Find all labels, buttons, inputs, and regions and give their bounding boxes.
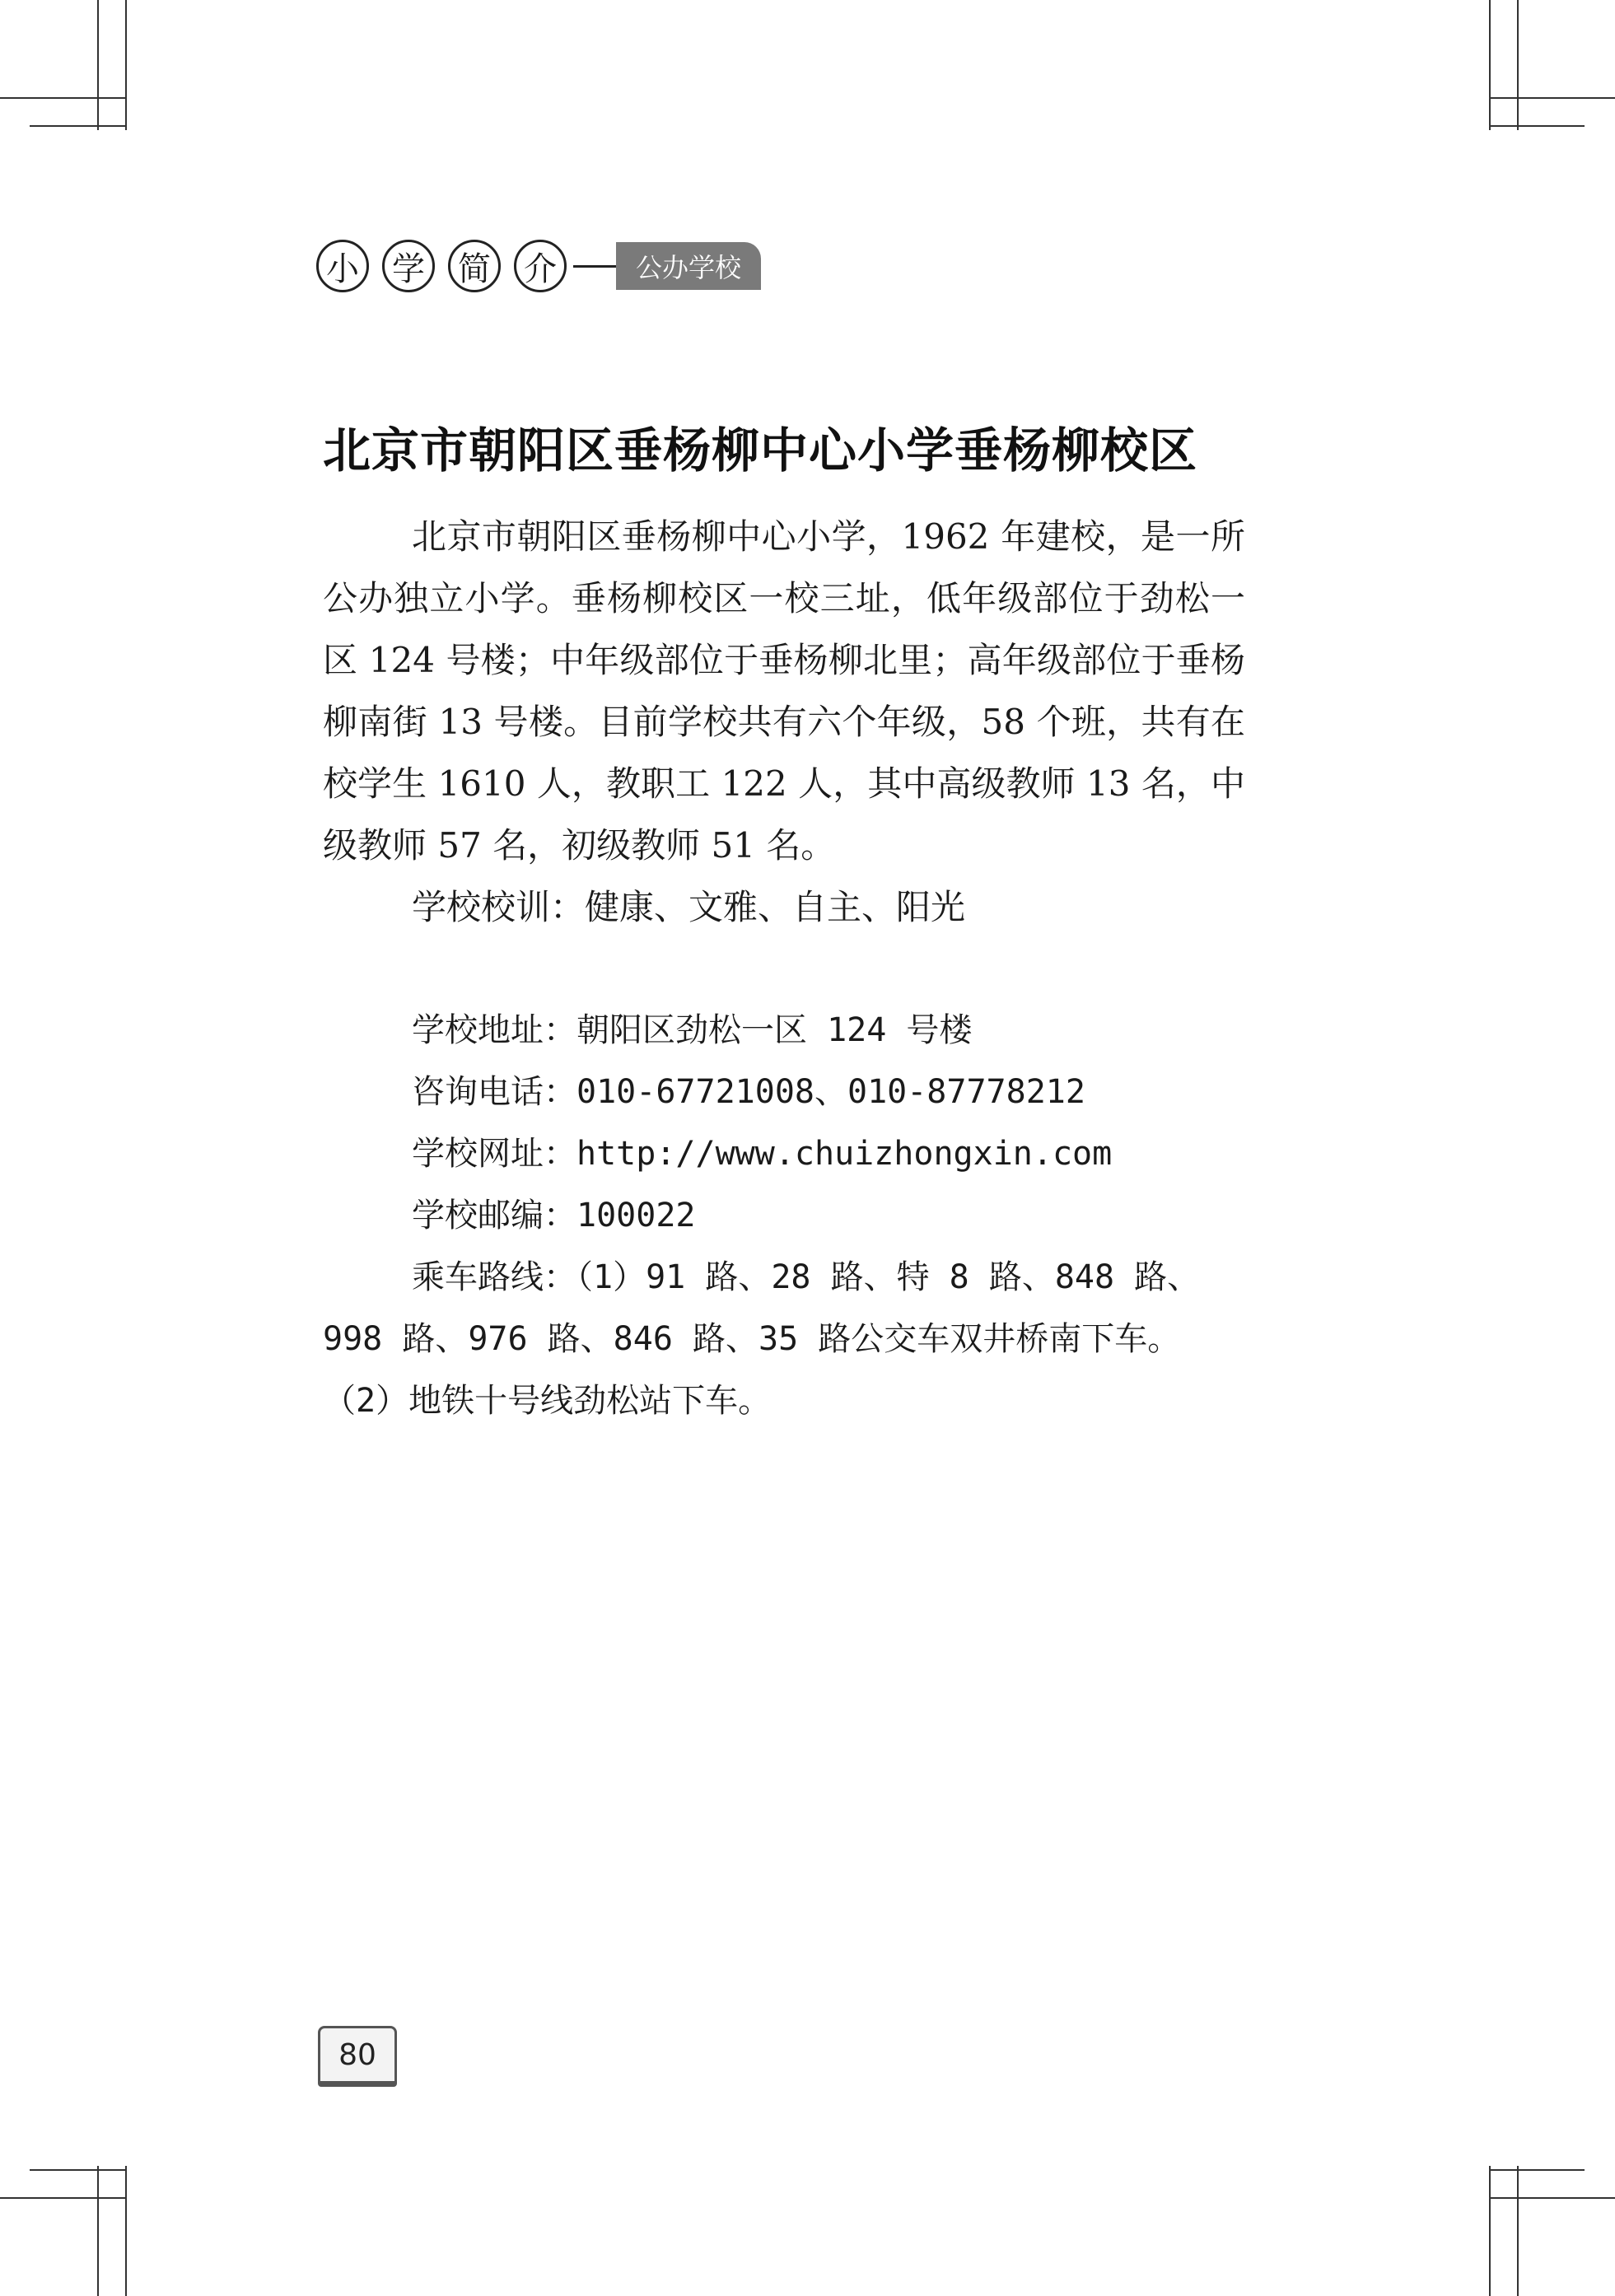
crop-mark xyxy=(0,2197,125,2199)
header-connector-line xyxy=(573,265,616,268)
intro-paragraph: 北京市朝阳区垂杨柳中心小学，1962 年建校，是一所公办独立小学。垂杨柳校区一校三址，低年级部位于劲松一区 124 号楼；中年级部位于垂杨柳北里；高年级部位于垂杨柳南街 13 号楼。目前学校共有六个年级，58 个班，共有在校学生 1610 人，教职工 122 人，其中高级教师 13 名，中级教师 57 名，初级教师 51 名。 xyxy=(323,516,1245,866)
crop-mark xyxy=(1517,2166,1519,2296)
bus-route-line-1: 乘车路线：（1）91 路、28 路、特 8 路、848 路、 xyxy=(412,1258,1201,1296)
school-motto: 学校校训：健康、文雅、自主、阳光 xyxy=(412,887,966,927)
crop-mark xyxy=(1489,0,1491,130)
page-title: 北京市朝阳区垂杨柳中心小学垂杨柳校区 xyxy=(323,422,1198,478)
header-char-2: 学 xyxy=(382,240,435,292)
crop-mark xyxy=(125,0,127,130)
crop-mark xyxy=(1517,0,1519,130)
crop-mark xyxy=(0,97,125,99)
bus-route-line-2: 998 路、976 路、846 路、35 路公交车双井桥南下车。 xyxy=(323,1320,1181,1358)
header-char-1: 小 xyxy=(316,240,369,292)
body-text xyxy=(323,506,1245,938)
crop-mark xyxy=(1489,97,1615,99)
header-char-4: 介 xyxy=(514,240,567,292)
crop-mark xyxy=(97,0,99,130)
section-header xyxy=(316,237,761,295)
subway-route-line: （2）地铁十号线劲松站下车。 xyxy=(323,1382,772,1420)
school-address: 学校地址：朝阳区劲松一区 124 号楼 xyxy=(412,1011,973,1049)
contact-info xyxy=(323,1000,1245,1432)
category-tag: 公办学校 xyxy=(616,242,761,290)
crop-mark xyxy=(1489,2166,1491,2296)
school-website: 学校网址：http://www.chuizhongxin.com xyxy=(412,1135,1113,1173)
crop-mark xyxy=(30,125,125,127)
crop-mark xyxy=(125,2166,127,2296)
crop-mark xyxy=(1489,125,1585,127)
school-postcode: 学校邮编：100022 xyxy=(412,1197,696,1234)
crop-mark xyxy=(1489,2169,1585,2171)
crop-mark xyxy=(30,2169,125,2171)
crop-mark xyxy=(97,2166,99,2296)
school-phone: 咨询电话：010-67721008、010-87778212 xyxy=(412,1073,1085,1111)
header-char-3: 简 xyxy=(448,240,501,292)
crop-mark xyxy=(1489,2197,1615,2199)
page-number: 80 xyxy=(318,2026,397,2087)
